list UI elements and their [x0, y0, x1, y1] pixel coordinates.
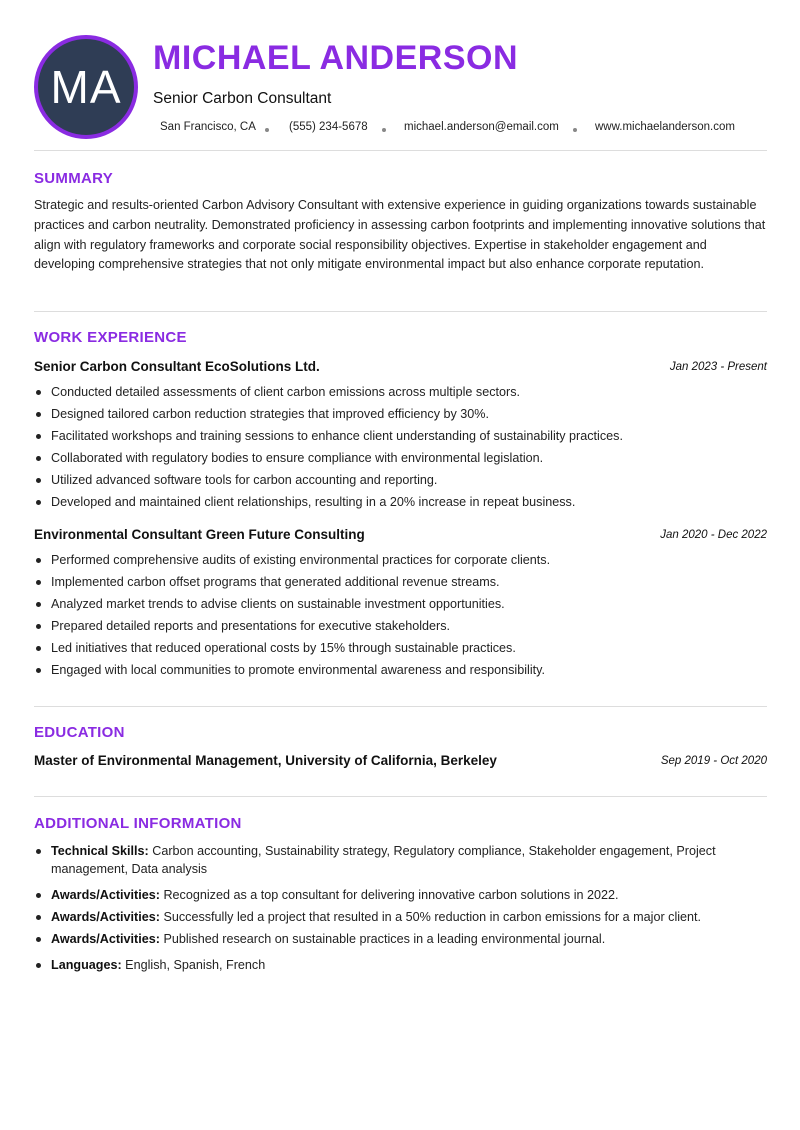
list-item: Developed and maintained client relationships, resulting in a 20% increase in repeat business. — [34, 493, 767, 515]
list-item: Collaborated with regulatory bodies to ensure compliance with environmental legislation. — [34, 449, 767, 471]
job-bullets — [34, 383, 767, 515]
divider — [34, 706, 767, 707]
summary-text: Strategic and results-oriented Carbon Advisory Consultant with extensive experience in guiding organizations towards sustainable practices and carbon neutrality. Demonstrated proficiency in assessing carbon footprints and implementing innovative solutions that align with regulatory frameworks and corporate social responsibility objectives. Expertise in stakeholder engagement and developing comprehensive strategies that not only mitigate environmental impact but also enhance corporate reputation. — [34, 198, 766, 272]
list-item: Facilitated workshops and training sessions to enhance client understanding of sustainability practices. — [34, 427, 767, 449]
item-label: Awards/Activities: — [51, 910, 160, 924]
job-dates: Jan 2023 - Present — [669, 361, 767, 373]
avatar-initials: MA — [50, 61, 122, 113]
additional-list — [34, 842, 767, 974]
divider — [34, 150, 767, 151]
contact-website[interactable]: www.michaelanderson.com — [595, 121, 735, 133]
job-role: Senior Carbon Consultant EcoSolutions Ltd. — [34, 359, 320, 374]
list-item — [34, 956, 767, 974]
item-text: Carbon accounting, Sustainability strategy, Regulatory compliance, Stakeholder engagement, Project management, Data analysis — [51, 844, 716, 876]
list-item — [34, 842, 767, 878]
separator-dot — [265, 128, 269, 132]
summary-heading: SUMMARY — [34, 170, 114, 187]
contact-phone: (555) 234-5678 — [289, 121, 368, 133]
separator-dot — [382, 128, 386, 132]
candidate-name: MICHAEL ANDERSON — [153, 39, 519, 77]
item-label: Languages: — [51, 958, 122, 972]
list-item — [34, 908, 767, 926]
list-item: Conducted detailed assessments of client carbon emissions across multiple sectors. — [34, 383, 767, 405]
divider — [34, 796, 767, 797]
contact-bar — [0, 120, 800, 138]
divider — [34, 311, 767, 312]
list-item: Prepared detailed reports and presentations for executive stakeholders. — [34, 617, 767, 639]
list-item: Led initiatives that reduced operational costs by 15% through sustainable practices. — [34, 639, 767, 661]
item-label: Awards/Activities: — [51, 888, 160, 902]
item-text: English, Spanish, French — [121, 958, 266, 972]
item-label: Awards/Activities: — [51, 932, 160, 946]
contact-location: San Francisco, CA — [160, 121, 256, 133]
separator-dot — [573, 128, 577, 132]
candidate-title: Senior Carbon Consultant — [153, 90, 332, 107]
item-text: Recognized as a top consultant for delivering innovative carbon solutions in 2022. — [159, 888, 619, 902]
list-item: Implemented carbon offset programs that generated additional revenue streams. — [34, 573, 767, 595]
education-heading: EDUCATION — [34, 724, 125, 741]
education-degree: Master of Environmental Management, University of California, Berkeley — [34, 753, 497, 768]
list-item — [34, 930, 767, 948]
education-entry — [34, 753, 767, 771]
list-item: Engaged with local communities to promote environmental awareness and responsibility. — [34, 661, 767, 683]
job-header — [34, 527, 767, 545]
list-item: Performed comprehensive audits of existing environmental practices for corporate clients. — [34, 551, 767, 573]
contact-email[interactable]: michael.anderson@email.com — [404, 121, 559, 133]
additional-heading: ADDITIONAL INFORMATION — [34, 815, 242, 832]
education-dates: Sep 2019 - Oct 2020 — [660, 755, 767, 767]
job-header — [34, 359, 767, 377]
job-bullets — [34, 551, 767, 683]
job-dates: Jan 2020 - Dec 2022 — [660, 529, 767, 541]
list-item: Analyzed market trends to advise clients on sustainable investment opportunities. — [34, 595, 767, 617]
list-item — [34, 886, 767, 904]
list-item: Designed tailored carbon reduction strategies that improved efficiency by 30%. — [34, 405, 767, 427]
item-label: Technical Skills: — [51, 844, 149, 858]
job-role: Environmental Consultant Green Future Consulting — [34, 527, 365, 542]
item-text: Published research on sustainable practices in a leading environmental journal. — [159, 932, 606, 946]
experience-heading: WORK EXPERIENCE — [34, 329, 187, 346]
list-item: Utilized advanced software tools for carbon accounting and reporting. — [34, 471, 767, 493]
item-text: Successfully led a project that resulted in a 50% reduction in carbon emissions for a major client. — [159, 910, 702, 924]
